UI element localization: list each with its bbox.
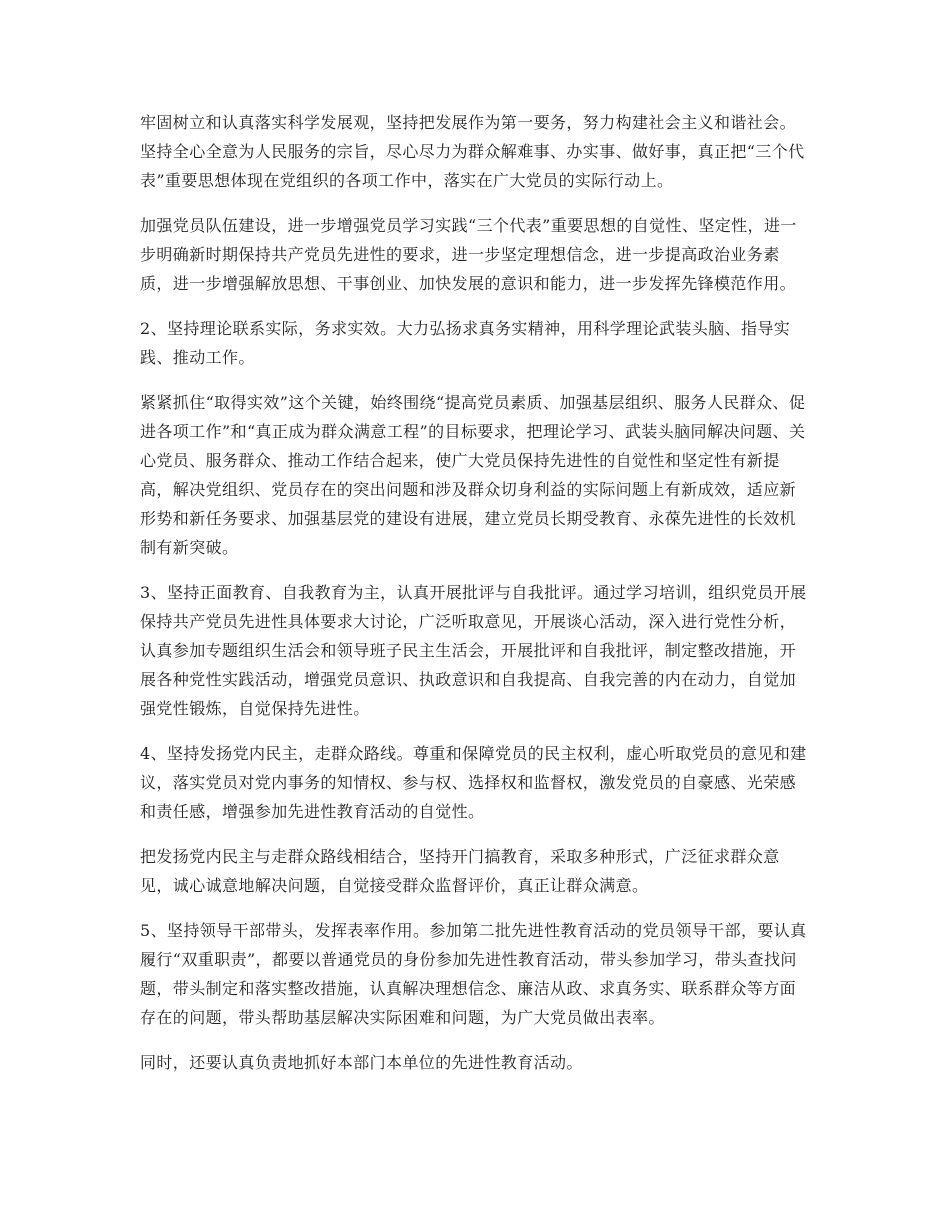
- paragraph-8: 5、坚持领导干部带头，发挥表率作用。参加第二批先进性教育活动的党员领导干部，要认真履行“双重职责”，都要以普通党员的身份参加先进性教育活动，带头参加学习，带头查找问题，带头制定和落实整改措施，认真解决理想信念、廉洁从政、求真务实、联系群众等方面存在的问题，带头帮助基层解决实际困难和问题，为广大党员做出表率。: [140, 921, 807, 1027]
- paragraph-9: 同时，还要认真负责地抓好本部门本单位的先进性教育活动。: [140, 1053, 583, 1072]
- paragraph-3: 2、坚持理论联系实际，务求实效。大力弘扬求真务实精神，用科学理论武装头脑、指导实践、推动工作。: [140, 319, 791, 367]
- paragraph-1: 牢固树立和认真落实科学发展观，坚持把发展作为第一要务，努力构建社会主义和谐社会。坚持全心全意为人民服务的宗旨，尽心尽力为群众解难事、办实事、做好事，真正把“三个代表”重要思想体现在党组织的各项工作中，落实在广大党员的实际行动上。: [140, 113, 805, 190]
- paragraph-2: 加强党员队伍建设，进一步增强党员学习实践“三个代表”重要思想的自觉性、坚定性，进一步明确新时期保持共产党员先进性的要求，进一步坚定理想信念，进一步提高政治业务素质，进一步增强解放思想、干事创业、加快发展的意识和能力，进一步发挥先锋模范作用。: [140, 216, 797, 293]
- paragraph-5: 3、坚持正面教育、自我教育为主，认真开展批评与自我批评。通过学习培训，组织党员开展保持共产党员先进性具体要求大讨论，广泛听取意见，开展谈心活动，深入进行党性分析，认真参加专题组织生活会和领导班子民主生活会，开展批评和自我批评，制定整改措施，开展各种党性实践活动，增强党员意识、执政意识和自我提高、自我完善的内在动力，自觉加强党性锻炼，自觉保持先进性。: [140, 583, 807, 718]
- paragraph-7: 把发扬党内民主与走群众路线相结合，坚持开门搞教育，采取多种形式，广泛征求群众意见，诚心诚意地解决问题，自觉接受群众监督评价，真正让群众满意。: [140, 847, 780, 895]
- paragraph-4: 紧紧抓住“取得实效”这个关键，始终围绕“提高党员素质、加强基层组织、服务人民群众、促进各项工作”和“真正成为群众满意工程”的目标要求，把理论学习、武装头脑同解决问题、关心党员、服务群众、推动工作结合起来，使广大党员保持先进性的自觉性和坚定性有新提高，解决党组织、党员存在的突出问题和涉及群众切身利益的实际问题上有新成效，适应新形势和新任务要求、加强基层党的建设有进展，建立党员长期受教育、永葆先进性的长效机制有新突破。: [140, 393, 806, 557]
- document-body: [140, 108, 810, 1093]
- paragraph-6: 4、坚持发扬党内民主，走群众路线。尊重和保障党员的民主权利，虚心听取党员的意见和建议，落实党员对党内事务的知情权、参与权、选择权和监督权，激发党员的自豪感、光荣感和责任感，增强参加先进性教育活动的自觉性。: [140, 744, 807, 821]
